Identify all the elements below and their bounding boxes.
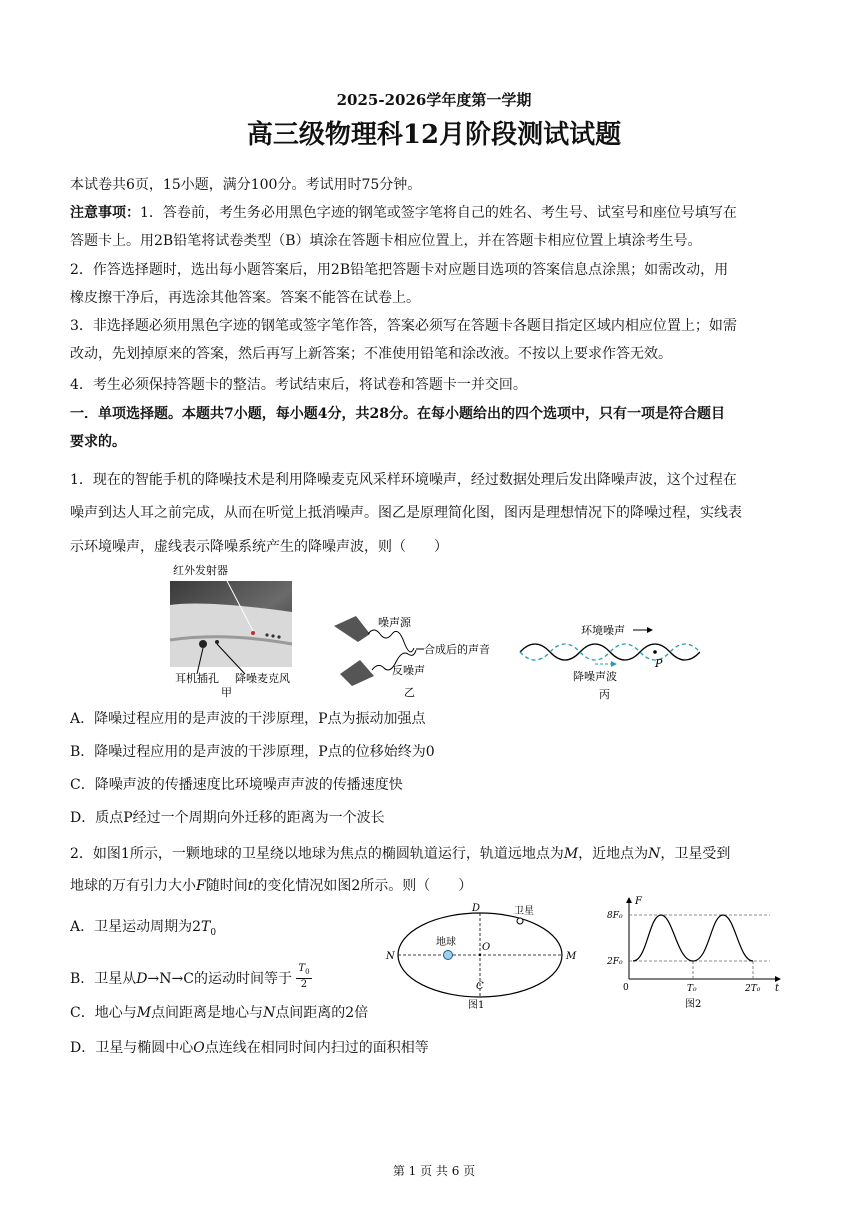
notes-label: 注意事项：	[70, 205, 140, 221]
fig1-n-label: N	[386, 951, 395, 962]
q2-d-pre: D．卫星与椭圆中心	[70, 1040, 194, 1056]
fig1-d-label: D	[472, 903, 481, 914]
port-1	[265, 633, 268, 636]
q2-a-text: A．卫星运动周期为2	[70, 919, 202, 935]
q2-a-t: T	[201, 919, 211, 935]
q2-b-pre: B．卫星从	[70, 971, 137, 987]
page-title: 高三级物理科12月阶段测试试题	[246, 120, 622, 150]
section-1-heading-line-2: 要求的。	[70, 434, 126, 450]
q2-stem-1a: 2．如图1所示，一颗地球的卫星绕以地球为焦点的椭圆轨道运行，轨道远地点为	[70, 846, 564, 862]
q2-b-denominator: 2	[300, 979, 308, 990]
q1-figure-jia	[165, 560, 300, 698]
q2-a-sub: 0	[210, 927, 217, 938]
noise-wave	[368, 630, 414, 652]
q2-b-fraction	[296, 963, 311, 991]
fig2-8f0-label: 8F₀	[607, 911, 623, 921]
anti-wave-label: 降噪声波	[573, 670, 617, 683]
q2-c-n: N	[263, 1005, 276, 1021]
fig2-t0-label: T₀	[687, 984, 697, 994]
note-3-line-2: 改动，先划掉原来的答案，然后再写上新答案；不准使用铅笔和涂改液。不按以上要求作答无效。	[70, 346, 672, 362]
env-arrow-head	[647, 627, 653, 633]
note-4: 4．考生必须保持答题卡的整洁。考试结束后，将试卷和答题卡一并交回。	[70, 377, 527, 393]
q2-var-t: t	[247, 878, 254, 894]
year-line: 2025-2026学年度第一学期	[336, 91, 532, 109]
q2-figure-2	[605, 895, 785, 1013]
q1-stem-line-1: 1．现在的智能手机的降噪技术是利用降噪麦克风采样环境噪声，经过数据处理后发出降噪声波，这个过程在	[70, 472, 737, 488]
fig1-earth-label: 地球	[436, 937, 456, 948]
q2-var-m: M	[563, 846, 579, 862]
q2-stem-1c: ，卫星受到	[660, 846, 731, 862]
q2-stem-2a: 地球的万有引力大小	[70, 878, 196, 894]
infrared-label: 红外发射器	[173, 564, 228, 577]
q1-stem-line-2: 噪声到达人耳之前完成，从而在听觉上抵消噪声。图乙是原理简化图，图丙是理想情况下的降噪过程，实线表	[70, 505, 742, 521]
mic-hole	[215, 640, 219, 644]
section-1-heading-line-1: 一．单项选择题。本题共7小题，每小题4分，共28分。在每小题给出的四个选项中，只有一项是符合题目	[70, 406, 725, 422]
q2-d-o: O	[193, 1040, 205, 1056]
q1-figure-yi	[330, 612, 500, 702]
earth-circle	[444, 951, 453, 960]
port-3	[277, 635, 280, 638]
q1-stem-line-3: 示环境噪声，虚线表示降噪系统产生的降噪声波，则（ ）	[70, 539, 448, 555]
q2-stem-2b: 随时间	[205, 878, 248, 894]
point-p-dot	[653, 650, 657, 654]
env-noise-label: 环境噪声	[581, 624, 625, 637]
q1-option-c: C．降噪声波的传播速度比环境噪声声波的传播速度快	[70, 777, 403, 793]
q2-figure-1	[380, 900, 580, 1012]
infrared-dot	[251, 631, 255, 635]
fig1-satellite-label: 卫星	[514, 906, 534, 917]
q2-b-num-t: T	[298, 963, 306, 974]
headphone-jack	[199, 640, 207, 648]
note-1-line-2: 答题卡上。用2B铅笔将试卷类型（B）填涂在答题卡相应位置上，并在答题卡相应位置上填涂考生号。	[70, 233, 702, 249]
note-2-line-2: 橡皮擦干净后，再选涂其他答案。答案不能答在试卷上。	[70, 290, 420, 306]
figure-yi-caption: 乙	[404, 686, 415, 699]
note-2-line-1: 2．作答选择题时，选出每小题答案后，用2B铅笔把答题卡对应题目选项的答案信息点涂黑；如需改动，用	[70, 262, 729, 278]
q2-d-post: 点连线在相同时间内扫过的面积相等	[204, 1040, 429, 1056]
figure-bing-caption: 丙	[599, 688, 610, 701]
fig2-x-arrow	[775, 976, 781, 982]
fig1-o-label: O	[482, 942, 491, 953]
note-1-line-1	[70, 203, 737, 223]
fig2-f-label: F	[635, 896, 642, 907]
q2-stem-line-2	[70, 876, 472, 896]
fig1-caption: 图1	[468, 1000, 485, 1011]
q2-b-mid: →N→C的运动时间等于	[147, 971, 292, 987]
fig2-2t0-label: 2T₀	[745, 984, 761, 994]
q1-figure-bing	[515, 622, 700, 702]
figure-jia-caption: 甲	[221, 686, 232, 698]
fig1-m-label: M	[566, 951, 577, 962]
port-2	[271, 634, 274, 637]
q2-c-m: M	[136, 1005, 152, 1021]
q2-b-d: D	[136, 971, 148, 987]
q2-option-d	[70, 1038, 429, 1058]
point-p-label: P	[655, 657, 663, 670]
fig2-force-curve	[633, 915, 753, 961]
note-1-text: 1．答卷前，考生务必用黑色字迹的钢笔或签字笔将自己的姓名、考生号、试室号和座位号填写在	[140, 205, 737, 221]
intro: 本试卷共6页，15小题，满分100分。考试用时75分钟。	[70, 177, 422, 193]
q2-c-mid: 点间距离是地心与	[151, 1005, 264, 1021]
q2-option-b	[70, 965, 312, 993]
env-noise-wave	[520, 644, 700, 660]
q2-c-post: 点间距离的2倍	[275, 1005, 369, 1021]
fig2-origin-label: 0	[623, 983, 629, 993]
q2-var-f: F	[196, 878, 206, 894]
fig2-caption: 图2	[685, 999, 702, 1010]
q2-c-pre: C．地心与	[70, 1005, 137, 1021]
noise-speaker	[334, 616, 370, 642]
fig1-c-label: C	[476, 981, 484, 992]
center-o-dot	[479, 954, 481, 956]
anti-noise-label: 反噪声	[392, 664, 425, 677]
q2-b-numerator	[296, 963, 311, 979]
q2-option-a	[70, 917, 216, 943]
fig2-t-label: t	[775, 983, 780, 994]
q2-b-num-sub: 0	[305, 968, 310, 976]
mic-label: 降噪麦克风	[235, 672, 290, 685]
combined-label: 合成后的声音	[424, 643, 490, 656]
anti-speaker	[340, 660, 374, 686]
q1-option-a: A．降噪过程应用的是声波的干涉原理，P点为振动加强点	[70, 711, 426, 727]
q1-option-b: B．降噪过程应用的是声波的干涉原理，P点的位移始终为0	[70, 744, 435, 760]
page-footer: 第 1 页 共 6 页	[392, 1164, 476, 1178]
note-3-line-1: 3．非选择题必须用黑色字迹的钢笔或签字笔作答，答案必须写在答题卡各题目指定区域内相应位置上；如需	[70, 318, 737, 334]
q2-stem-1b: ，近地点为	[578, 846, 649, 862]
q2-stem-line-1	[70, 844, 730, 864]
fig2-y-arrow	[626, 897, 632, 903]
satellite-dot	[517, 918, 523, 924]
q2-option-c	[70, 1003, 368, 1023]
q2-stem-2c: 的变化情况如图2所示。则（ ）	[253, 878, 473, 894]
q2-var-n: N	[648, 846, 661, 862]
noise-source-label: 噪声源	[378, 616, 411, 629]
anti-arrow-head	[611, 661, 617, 667]
q1-option-d: D．质点P经过一个周期向外迁移的距离为一个波长	[70, 810, 385, 826]
fig2-2f0-label: 2F₀	[607, 957, 623, 967]
jack-label: 耳机插孔	[175, 672, 219, 685]
